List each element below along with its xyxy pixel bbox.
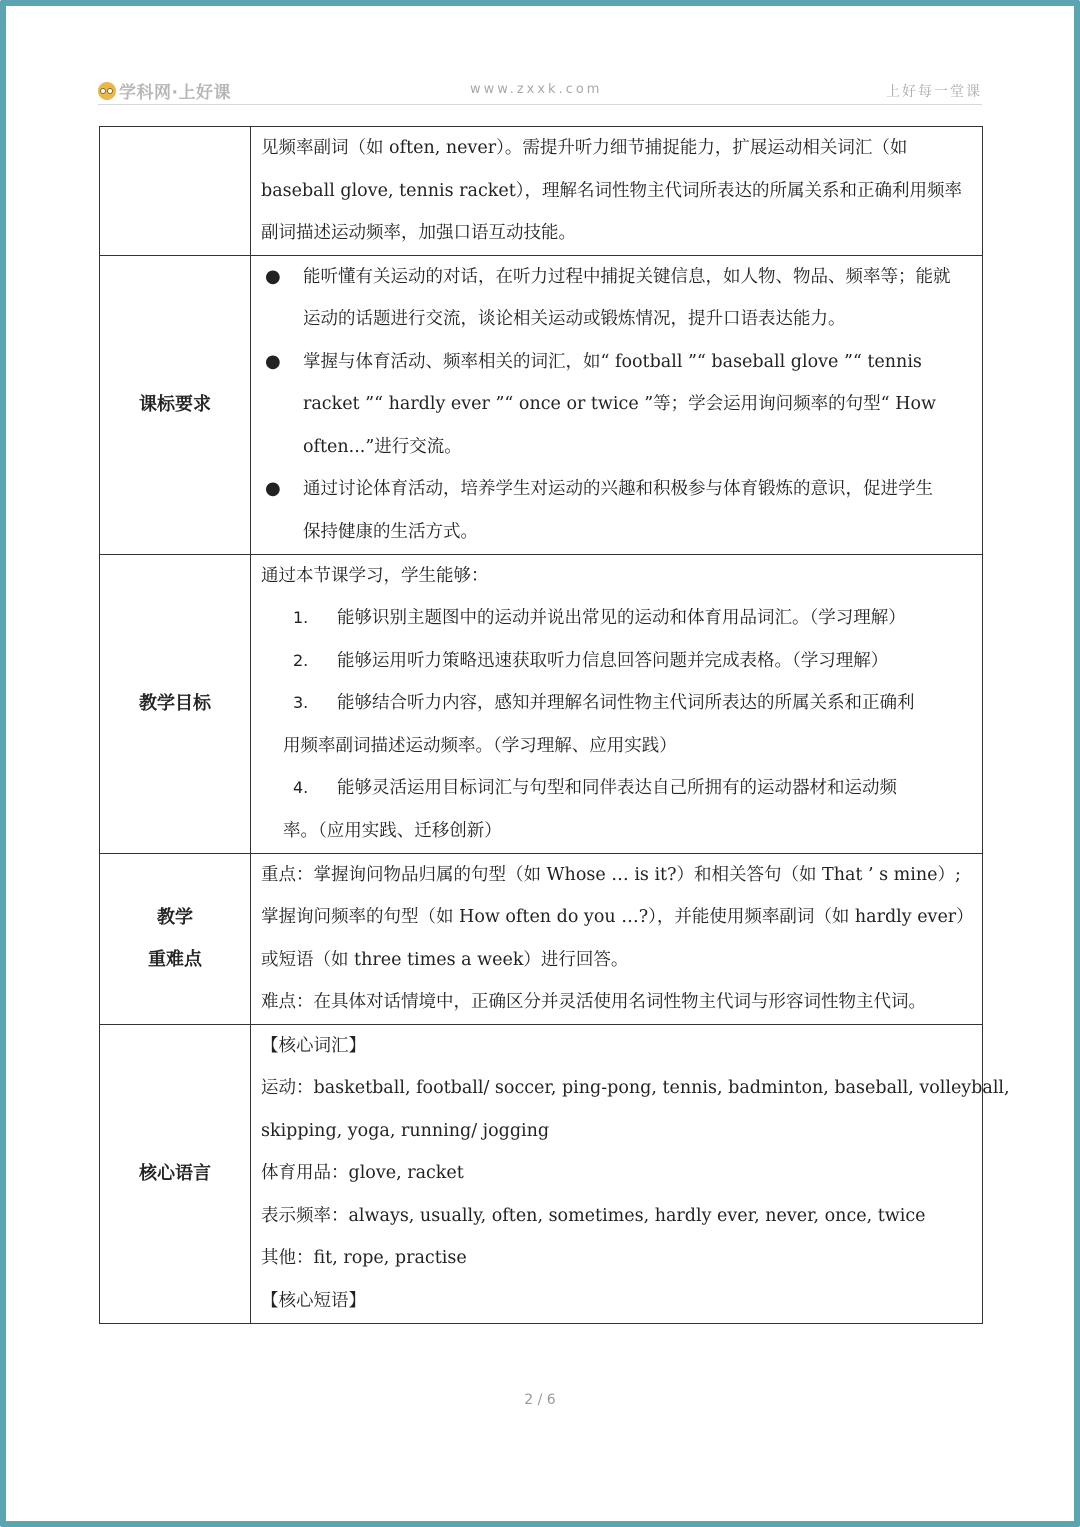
text-line: 体育用品：glove, racket bbox=[261, 1163, 464, 1183]
text-line: 或短语（如 three times a week）进行回答。 bbox=[261, 949, 629, 970]
logo bbox=[98, 78, 231, 103]
text-line: 【核心词汇】 bbox=[261, 1035, 366, 1056]
text-line: 掌握询问频率的句型（如 How often do you …?），并能使用频率副词（如 hardly ever） bbox=[261, 907, 974, 927]
text-line: often...”进行交流。 bbox=[303, 436, 462, 457]
numbered-item bbox=[261, 767, 974, 810]
text-line: 保持健康的生活方式。 bbox=[303, 521, 478, 542]
row-content-curriculum bbox=[251, 255, 983, 554]
item-number: 4. bbox=[293, 778, 309, 797]
item-continuation: 用频率副词描述运动频率。（学习理解、应用实践） bbox=[283, 735, 677, 756]
text-line: 重点：掌握询问物品归属的句型（如 Whose … is it?）和相关答句（如 That ’ s mine）; bbox=[261, 864, 961, 885]
bullet-item bbox=[261, 256, 974, 341]
text-line: 掌握与体育活动、频率相关的词汇，如“ football ”“ baseball glove ”“ tennis bbox=[303, 351, 922, 372]
label-line: 重难点 bbox=[148, 948, 202, 970]
item-text: 能够结合听力内容，感知并理解名词性物主代词所表达的所属关系和正确利 bbox=[337, 693, 915, 713]
bullet-item bbox=[261, 468, 974, 553]
text-line: baseball glove, tennis racket），理解名词性物主代词所表达的所属关系和正确利用频率 bbox=[261, 180, 962, 201]
table-row-objectives bbox=[100, 554, 983, 853]
objectives-intro: 通过本节课学习，学生能够： bbox=[261, 565, 489, 586]
bullet-dot-icon: ● bbox=[265, 350, 281, 372]
row-content-analysis bbox=[251, 127, 983, 256]
numbered-item bbox=[261, 640, 974, 683]
text-line: 运动：basketball, football/ soccer, ping-pong, tennis, badminton, baseball, volleyball, bbox=[261, 1078, 1010, 1098]
item-text: 能够灵活运用目标词汇与句型和同伴表达自己所拥有的运动器材和运动频 bbox=[337, 778, 897, 798]
table-row-curriculum bbox=[100, 255, 983, 554]
text-line: 难点：在具体对话情境中，正确区分并灵活使用名词性物主代词与形容词性物主代词。 bbox=[261, 992, 926, 1012]
row-label-key-points bbox=[100, 853, 251, 1024]
item-text: 能够识别主题图中的运动并说出常见的运动和体育用品词汇。（学习理解） bbox=[337, 608, 906, 628]
header-slogan: 上好每一堂课 bbox=[886, 84, 982, 100]
page-number: 2 / 6 bbox=[524, 1392, 556, 1408]
row-label-objectives: 教学目标 bbox=[100, 554, 251, 853]
item-text: 能够运用听力策略迅速获取听力信息回答问题并完成表格。（学习理解） bbox=[337, 650, 889, 671]
text-line: skipping, yoga, running/ jogging bbox=[261, 1120, 550, 1141]
numbered-item bbox=[261, 682, 974, 725]
row-content-core-language bbox=[251, 1024, 1010, 1323]
row-content-objectives bbox=[251, 554, 983, 853]
bullet-item bbox=[261, 341, 974, 469]
table-row-analysis bbox=[100, 127, 983, 256]
text-line: 能听懂有关运动的对话，在听力过程中捕捉关键信息，如人物、物品、频率等；能就 bbox=[303, 266, 951, 287]
logo-text: 学科网·上好课 bbox=[119, 83, 231, 103]
text-line: 其他：fit, rope, practise bbox=[261, 1248, 467, 1268]
row-label-core-language: 核心语言 bbox=[100, 1024, 251, 1323]
table-row-core-language bbox=[100, 1024, 983, 1323]
logo-owl-icon bbox=[98, 82, 116, 100]
page-header bbox=[98, 76, 982, 105]
table-row-key-points bbox=[100, 853, 983, 1024]
row-label-curriculum: 课标要求 bbox=[100, 255, 251, 554]
row-content-key-points bbox=[251, 853, 983, 1024]
item-number: 1. bbox=[293, 608, 309, 627]
text-line: 运动的话题进行交流，谈论相关运动或锻炼情况，提升口语表达能力。 bbox=[303, 309, 846, 329]
text-line: 见频率副词（如 often, never）。需提升听力细节捕捉能力，扩展运动相关词汇（如 bbox=[261, 138, 908, 158]
label-line: 教学 bbox=[157, 906, 193, 928]
lesson-plan-table bbox=[99, 126, 1010, 1324]
text-line: racket ”“ hardly ever ”“ once or twice ”等；学会运用询问频率的句型“ How bbox=[303, 394, 936, 414]
text-line: 表示频率：always, usually, often, sometimes, hardly ever, never, once, twice bbox=[261, 1205, 926, 1226]
item-number: 3. bbox=[293, 693, 309, 712]
item-continuation: 率。（应用实践、迁移创新） bbox=[283, 820, 502, 841]
row-label-analysis bbox=[100, 127, 251, 256]
numbered-item bbox=[261, 597, 974, 640]
text-line: 副词描述运动频率，加强口语互动技能。 bbox=[261, 223, 576, 243]
site-url: www.zxxk.com bbox=[470, 82, 603, 97]
item-number: 2. bbox=[293, 650, 309, 670]
bullet-dot-icon: ● bbox=[265, 478, 281, 499]
text-line: 通过讨论体育活动，培养学生对运动的兴趣和积极参与体育锻炼的意识，促进学生 bbox=[303, 479, 933, 499]
bullet-dot-icon: ● bbox=[265, 265, 281, 287]
text-line: 【核心短语】 bbox=[261, 1290, 366, 1311]
